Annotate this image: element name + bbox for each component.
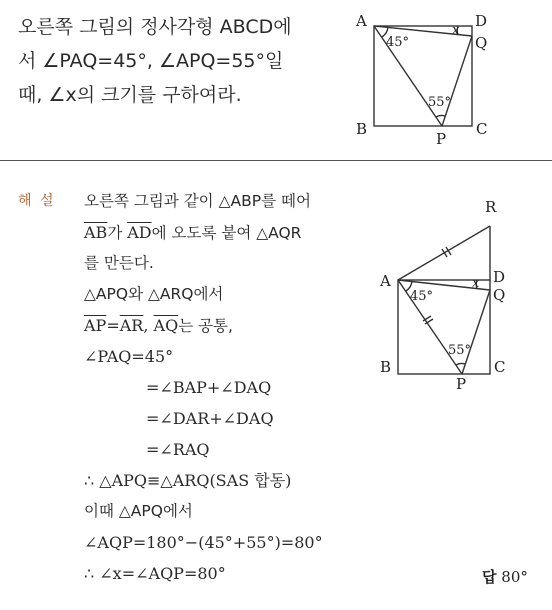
label-q: Q [475,34,488,52]
text: 는 공통, [178,317,233,335]
solution-line-2 [84,217,384,248]
angle-label-55: 55° [448,343,472,358]
label-d: D [475,12,488,30]
section-divider [0,160,552,161]
angle-arc-apq [456,363,465,365]
problem-line-1: 오른쪽 그림의 정사각형 ABCD에 [18,16,292,38]
solution-line-8: =∠DAR+∠DAQ [146,409,274,428]
label-p: P [456,375,467,393]
solution-line-4: △APQ와 △ARQ에서 [84,285,224,303]
answer-value: 80° [501,568,528,586]
angle-label-55: 55° [428,95,452,110]
label-c: C [476,120,488,138]
label-b: B [380,358,392,376]
segment-ab: $\overline{AB}$ [84,223,108,242]
solution-line-6: ∠PAQ=45° [84,347,174,366]
solution-line-11: 이때 △APQ에서 [84,502,193,520]
segment-aq: $\overline{AQ}$ [153,316,179,335]
solution-figure [372,196,532,396]
segment-ap: $\overline{AP}$ [84,316,107,335]
angle-label-x: x [472,276,480,291]
answer-label: 답 [482,568,497,586]
label-a: A [356,12,367,30]
text: , [143,316,154,335]
text: 에 오도록 붙여 △AQR [151,224,302,242]
label-c: C [494,358,506,376]
solution-line-12: ∠AQP=180°−(45°+55°)=80° [84,533,323,552]
answer [482,566,528,587]
segment-pq [442,36,472,126]
text: = [106,316,120,335]
solution-heading: 해 설 [18,193,56,209]
problem-statement [18,10,348,112]
solution-line-9: =∠RAQ [146,440,210,459]
segment-ad: $\overline{AD}$ [127,223,152,242]
label-a: A [380,272,391,290]
problem-line-3: 때, ∠x의 크기를 구하여라. [18,84,242,106]
solution-line-3: 를 만든다. [84,254,154,272]
label-b: B [356,120,368,138]
problem-figure [352,8,502,148]
solution-line-1: 오른쪽 그림과 같이 △ABP를 떼어 [84,192,311,210]
solution-line-10: ∴ △APQ≡△ARQ(SAS 합동) [84,471,292,490]
label-p: P [436,130,447,148]
text: 가 [107,224,128,242]
problem-line-2: 서 ∠PAQ=45°, ∠APQ=55°일 [18,50,284,72]
angle-label-45: 45° [410,289,434,304]
segment-pq [462,290,490,374]
segment-ar: $\overline{AR}$ [119,316,144,335]
solution-line-5 [84,310,384,341]
angle-label-45: 45° [386,35,410,50]
label-r: R [485,198,497,216]
angle-arc-apq [436,115,445,117]
solution-line-13: ∴ ∠x=∠AQP=80° [84,564,226,583]
solution-body [84,186,384,589]
label-q: Q [493,286,506,304]
angle-label-x: x [452,23,460,38]
solution-line-7: =∠BAP+∠DAQ [146,378,272,397]
label-d: D [493,268,506,286]
